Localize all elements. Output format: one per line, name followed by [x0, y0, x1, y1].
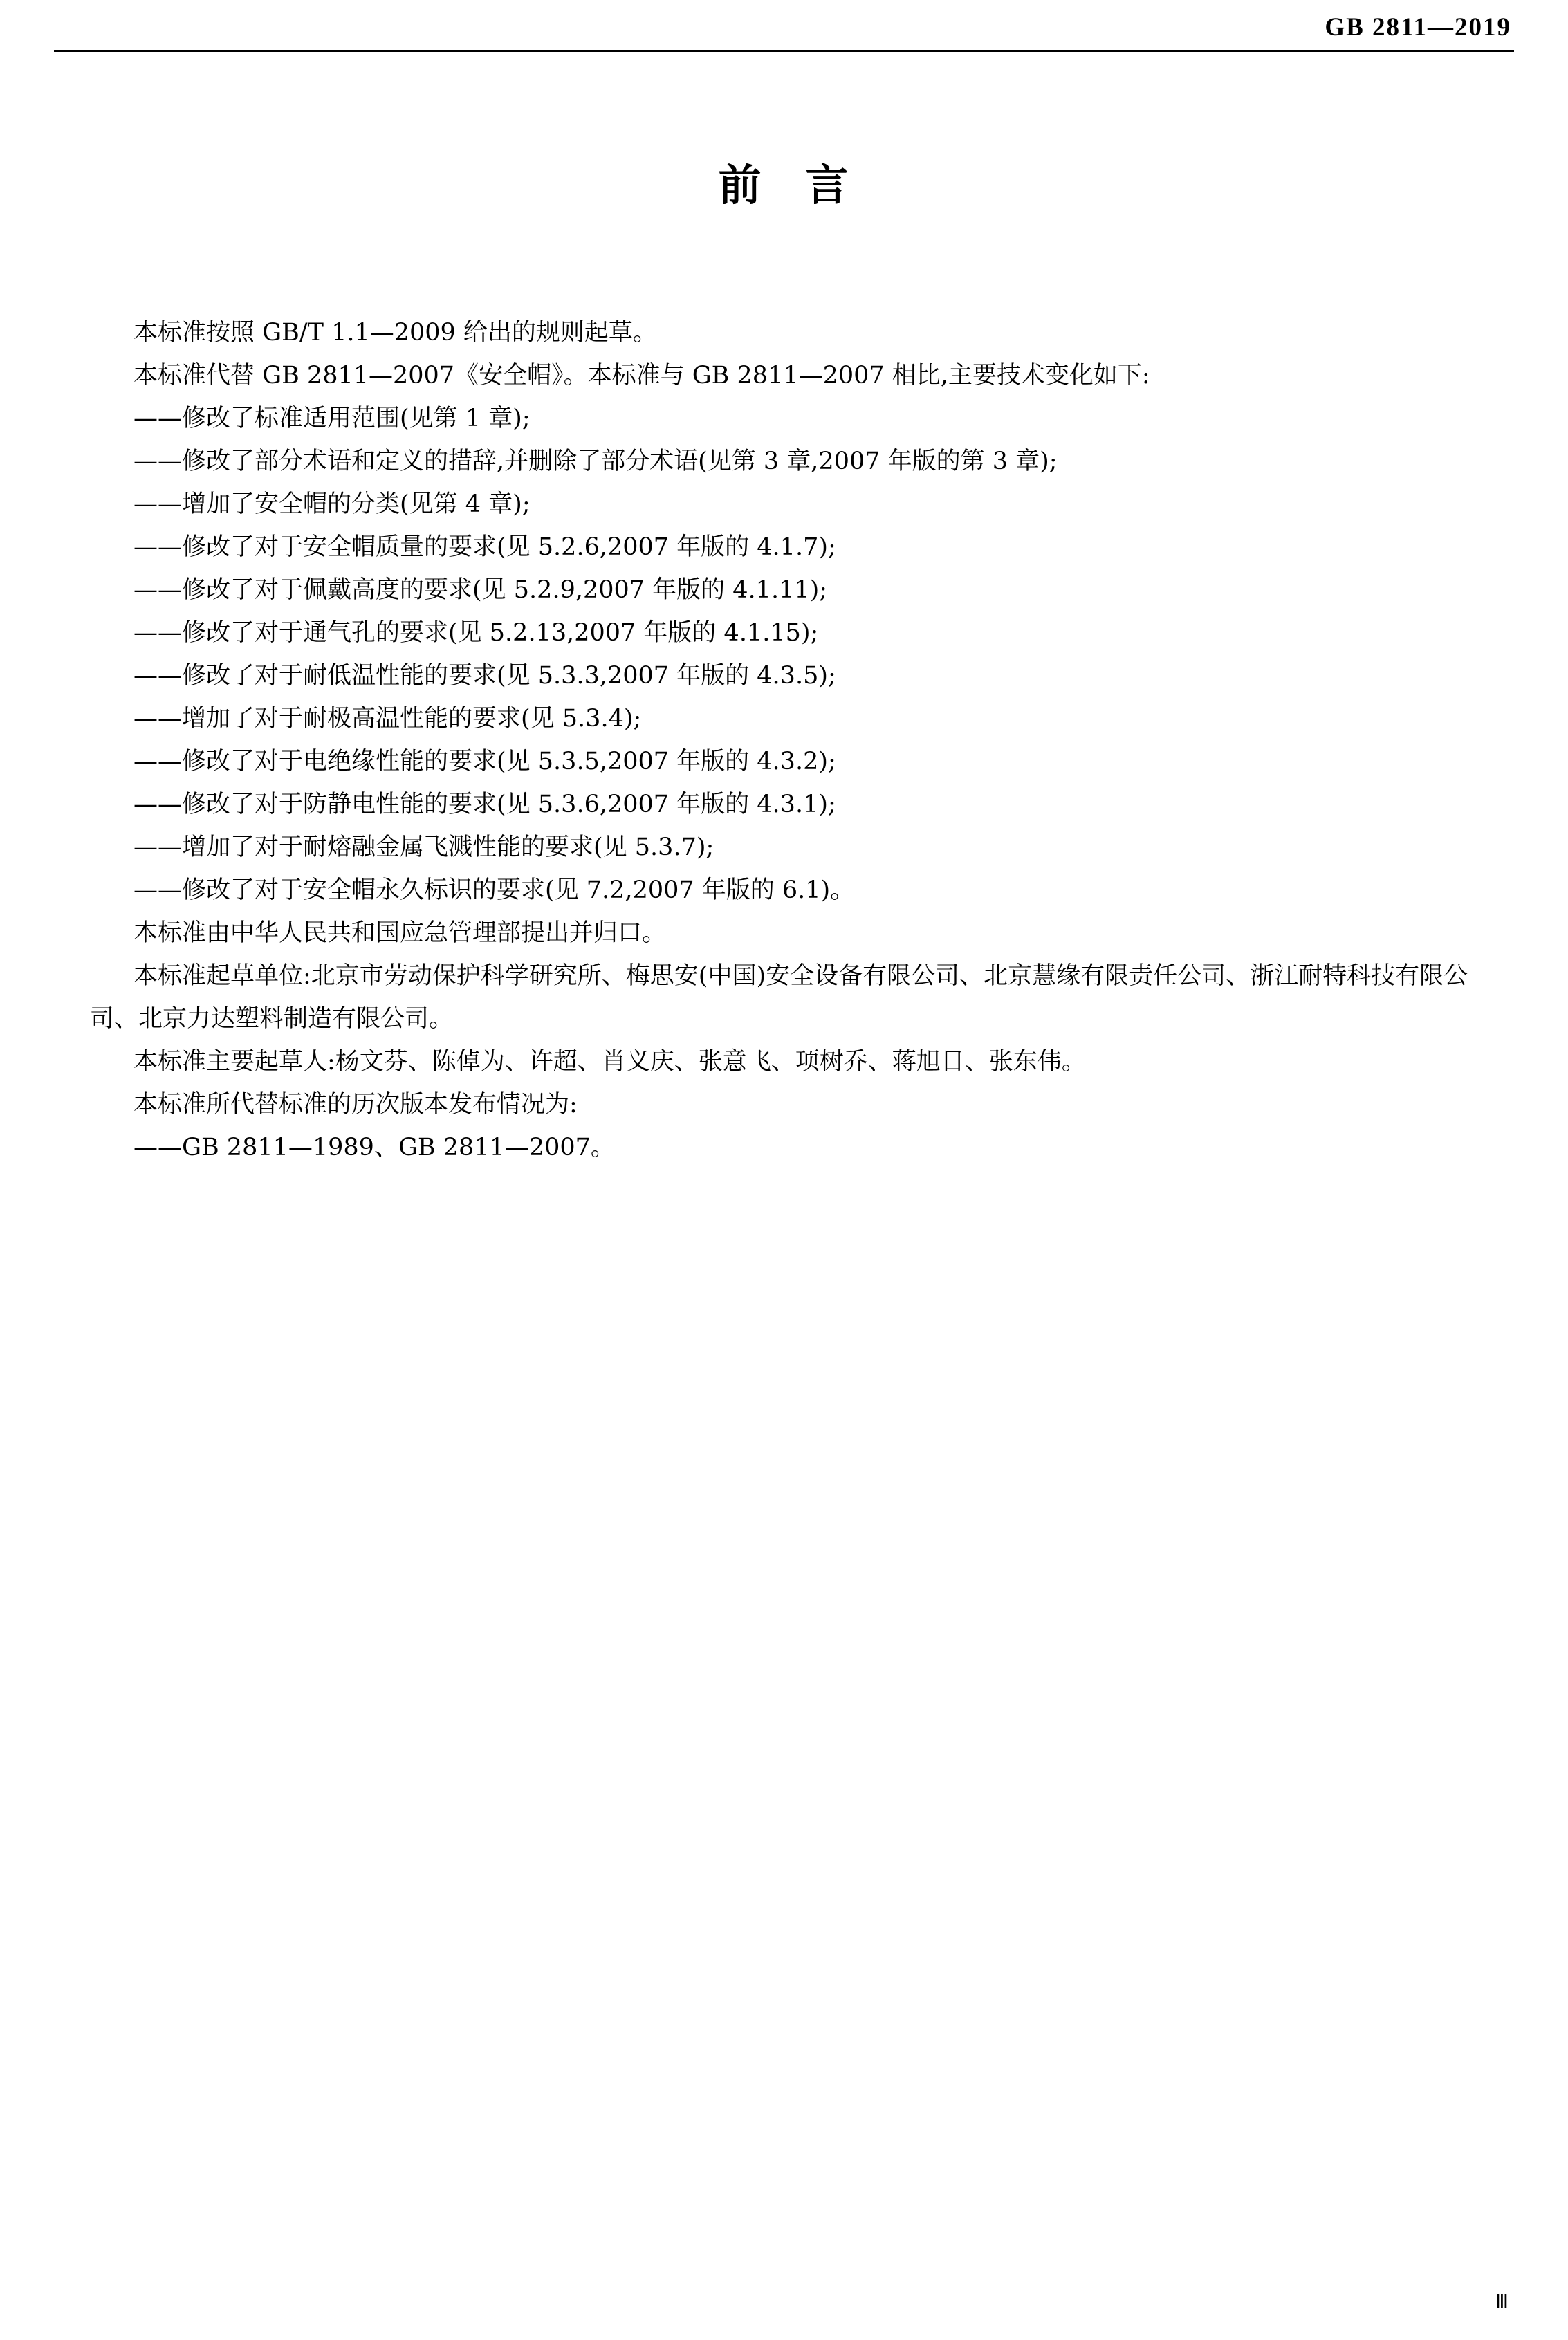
paragraph-line: ——增加了安全帽的分类(见第 4 章); — [133, 490, 531, 518]
paragraph-line: 本标准按照 GB/T 1.1—2009 给出的规则起草。 — [133, 319, 657, 347]
page-title-part1: 前 — [718, 160, 763, 210]
paragraph-line: ——修改了对于安全帽质量的要求(见 5.2.6,2007 年版的 4.1.7); — [133, 533, 836, 561]
paragraph-line: ——修改了对于电绝缘性能的要求(见 5.3.5,2007 年版的 4.3.2); — [133, 748, 836, 775]
paragraph-line: ——修改了对于耐低温性能的要求(见 5.3.3,2007 年版的 4.3.5); — [133, 662, 836, 690]
paragraph-line: ——修改了标准适用范围(见第 1 章); — [133, 405, 531, 432]
paragraph-line: 本标准代替 GB 2811—2007《安全帽》。本标准与 GB 2811—2007 相比,主要技术变化如下: — [133, 362, 1150, 389]
paragraph-line: 本标准起草单位:北京市劳动保护科学研究所、梅思安(中国)安全设备有限公司、北京慧缘有限责任公司、浙江耐特科技有限公司、北京力达塑料制造有限公司。 — [90, 962, 1468, 1033]
page-header — [0, 12, 1568, 54]
paragraph-line: 本标准由中华人民共和国应急管理部提出并归口。 — [133, 919, 667, 947]
paragraph-line: 本标准所代替标准的历次版本发布情况为: — [133, 1091, 578, 1118]
paragraph-line: ——修改了对于通气孔的要求(见 5.2.13,2007 年版的 4.1.15); — [133, 619, 819, 647]
page-title — [0, 151, 1568, 212]
paragraph-line: ——增加了对于耐极高温性能的要求(见 5.3.4); — [133, 705, 642, 733]
paragraph-line: 本标准主要起草人:杨文芬、陈倬为、许超、肖义庆、张意飞、项树乔、蒋旭日、张东伟。 — [133, 1048, 1086, 1076]
foreword-body — [90, 311, 1480, 1169]
standard-code: GB 2811—2019 — [1325, 13, 1511, 42]
header-divider — [54, 50, 1514, 52]
page-number: Ⅲ — [1495, 2292, 1509, 2313]
paragraph-line: ——修改了对于安全帽永久标识的要求(见 7.2,2007 年版的 6.1)。 — [133, 876, 855, 904]
paragraph-line: ——修改了对于佩戴高度的要求(见 5.2.9,2007 年版的 4.1.11); — [133, 576, 828, 604]
page-title-part2: 言 — [805, 160, 850, 210]
paragraph-line: ——GB 2811—1989、GB 2811—2007。 — [133, 1134, 615, 1161]
paragraph-line: ——增加了对于耐熔融金属飞溅性能的要求(见 5.3.7); — [133, 833, 714, 861]
paragraph-line: ——修改了部分术语和定义的措辞,并删除了部分术语(见第 3 章,2007 年版的第 3 章); — [133, 448, 1058, 475]
paragraph-line: ——修改了对于防静电性能的要求(见 5.3.6,2007 年版的 4.3.1); — [133, 791, 836, 818]
